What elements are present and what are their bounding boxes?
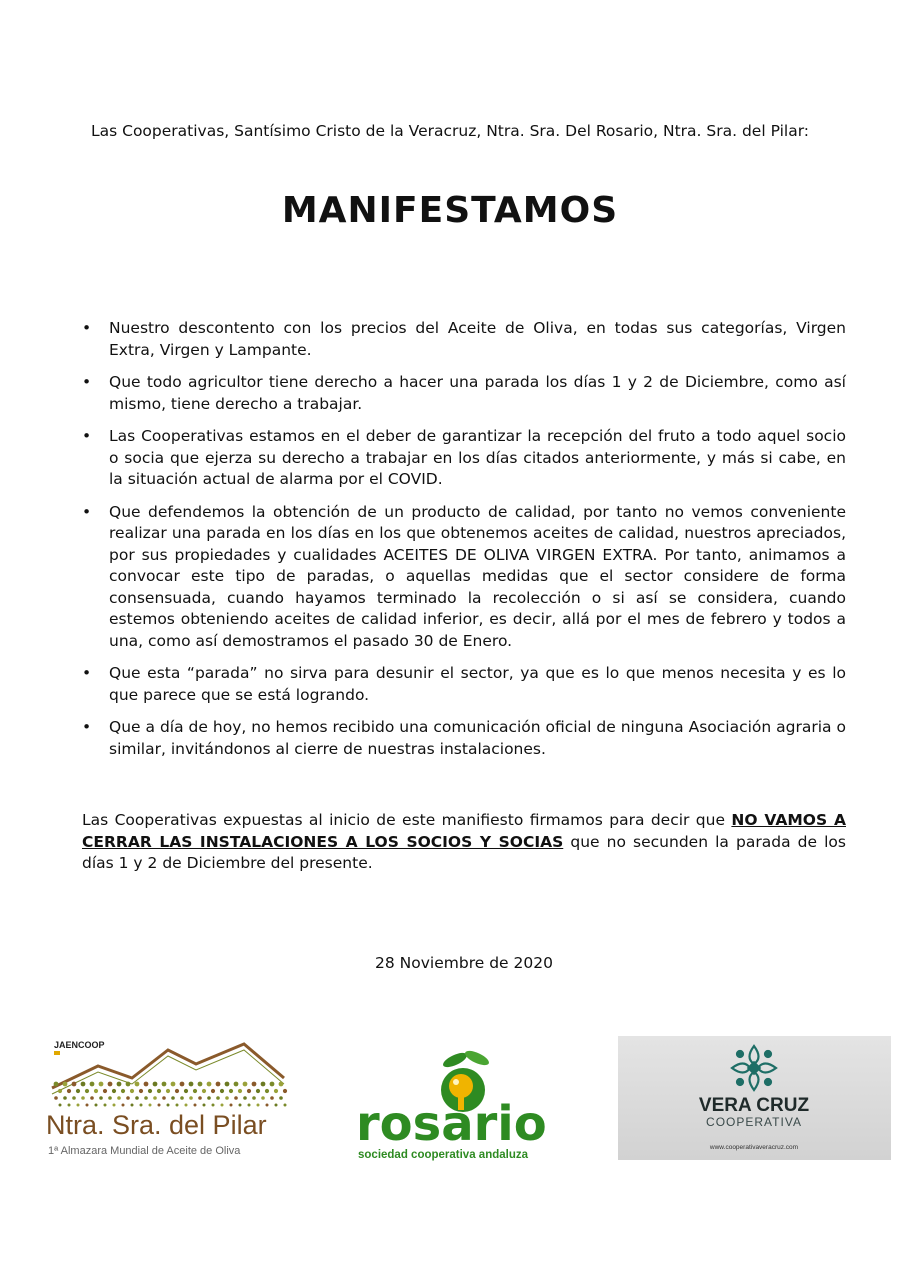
olive-dot [185, 1104, 188, 1107]
olive-dot [126, 1082, 131, 1087]
olive-dot [180, 1096, 184, 1100]
olive-dot [198, 1082, 203, 1087]
olive-dot [135, 1096, 139, 1100]
olive-dot [131, 1104, 134, 1107]
olive-dot [68, 1104, 71, 1107]
olive-dot [175, 1089, 179, 1093]
olive-dot [243, 1096, 247, 1100]
olive-dot [135, 1082, 140, 1087]
olive-dot [230, 1104, 233, 1107]
olive-dot [243, 1082, 248, 1087]
olive-dot [261, 1096, 265, 1100]
olive-dot [220, 1089, 224, 1093]
point-text: Que defendemos la obtención de un producto de calidad, por tanto no vemos conveniente realizar una parada en los días en los que obtenemos aceites de calidad, nuestros apreciados, por sus propiedades y cualidades ACEITES DE OLIVA VIRGEN EXTRA. Por tanto, animamos a convocar este tipo de paradas, o aquellas medidas que el sector considere de forma consensuada, cuando hayamos terminado la recolección o si así se considera, cuando estemos obteniendo aceites de calidad inferior, es decir, allá por el mes de febrero y todos a una, como así demostramos el pasado 30 de Enero. [109, 502, 846, 650]
olive-dot [257, 1104, 260, 1107]
olive-dot [216, 1096, 220, 1100]
olive-dot [158, 1104, 161, 1107]
list-item [82, 502, 846, 653]
olive-dot [203, 1104, 206, 1107]
olive-dot [207, 1082, 212, 1087]
list-item [82, 663, 846, 706]
olive-dot [239, 1104, 242, 1107]
olive-dots-icon [54, 1082, 287, 1107]
bullet-icon: • [82, 319, 92, 337]
olive-dot [180, 1082, 185, 1087]
pilar-badge: JAENCOOP [54, 1040, 105, 1050]
closing-statement [82, 810, 846, 875]
closing-emphasis: NO VAMOS A CERRAR LAS INSTALACIONES A LOS SOCIOS Y SOCIAS [82, 811, 846, 851]
olive-dot [248, 1104, 251, 1107]
olive-dot [144, 1096, 148, 1100]
bullet-icon: • [82, 718, 92, 736]
olive-dot [171, 1082, 176, 1087]
document-date: 28 Noviembre de 2020 [375, 954, 553, 972]
olive-dot [63, 1082, 68, 1087]
olive-dot [126, 1096, 130, 1100]
olive-dot [247, 1089, 251, 1093]
olive-dot [63, 1096, 67, 1100]
veracruz-url: www.cooperativaveracruz.com [709, 1144, 799, 1151]
olive-dot [216, 1082, 221, 1087]
list-item [82, 372, 846, 415]
closing-before: Las Cooperativas expuestas al inicio de este manifiesto firmamos para decir que [82, 811, 732, 829]
olive-dot [266, 1104, 269, 1107]
olive-dot [103, 1089, 107, 1093]
olive-dot [130, 1089, 134, 1093]
olive-dot [104, 1104, 107, 1107]
olive-dot [234, 1082, 239, 1087]
olive-dot [95, 1104, 98, 1107]
olive-dot [72, 1096, 76, 1100]
olive-dot [162, 1096, 166, 1100]
mountain-outline-icon [52, 1044, 284, 1088]
olive-dot [108, 1096, 112, 1100]
veracruz-ornament-icon [732, 1046, 776, 1090]
point-text: Las Cooperativas estamos en el deber de garantizar la recepción del fruto a todo aquel socio o socia que ejerza su derecho a trabajar en los días citados anteriormente, y más si cabe, en la situación actual de alarma por el COVID. [109, 427, 846, 488]
olive-dot [59, 1104, 62, 1107]
olive-dot [225, 1096, 229, 1100]
olive-dot [184, 1089, 188, 1093]
olive-dot [99, 1096, 103, 1100]
olive-dot [252, 1082, 257, 1087]
olive-dot [189, 1082, 194, 1087]
olive-dot [225, 1082, 230, 1087]
olive-dot [265, 1089, 269, 1093]
manifesto-points [82, 318, 846, 771]
veracruz-subtitle: COOPERATIVA [706, 1115, 802, 1129]
olive-dot [157, 1089, 161, 1093]
olive-dot [202, 1089, 206, 1093]
olive-dot [166, 1089, 170, 1093]
olive-dot [81, 1096, 85, 1100]
olive-dot [144, 1082, 149, 1087]
veracruz-mark [618, 1036, 891, 1160]
olive-dot [176, 1104, 179, 1107]
olive-dot [90, 1082, 95, 1087]
olive-dot [139, 1089, 143, 1093]
olive-dot [86, 1104, 89, 1107]
intro-line: Las Cooperativas, Santísimo Cristo de la Veracruz, Ntra. Sra. Del Rosario, Ntra. Sra. del Pilar: [90, 122, 810, 140]
badge-mark-icon [54, 1051, 60, 1055]
closing-after: que no secunden la parada de los días 1 y 2 de Diciembre del presente. [82, 832, 846, 872]
olive-dot [77, 1104, 80, 1107]
olive-dot [117, 1096, 121, 1100]
olive-dot [270, 1082, 275, 1087]
olive-dot [252, 1096, 256, 1100]
bullet-icon: • [82, 664, 92, 682]
list-item [82, 318, 846, 361]
rosario-tagline: sociedad cooperativa andaluza [358, 1149, 529, 1161]
olive-dot [212, 1104, 215, 1107]
olive-dot [148, 1089, 152, 1093]
olive-dot [261, 1082, 266, 1087]
olive-dot [140, 1104, 143, 1107]
olive-dot [117, 1082, 122, 1087]
olive-dot [85, 1089, 89, 1093]
olive-dot [54, 1096, 58, 1100]
olive-dot [221, 1104, 224, 1107]
olive-dot [90, 1096, 94, 1100]
bullet-icon: • [82, 373, 92, 391]
olive-dot [238, 1089, 242, 1093]
veracruz-logo [618, 1036, 891, 1160]
olive-dot [274, 1089, 278, 1093]
point-text: Que todo agricultor tiene derecho a hacer una parada los días 1 y 2 de Diciembre, como así mismo, tiene derecho a trabajar. [109, 373, 846, 413]
olive-dot [58, 1089, 62, 1093]
olive-dot [279, 1096, 283, 1100]
olive-dot [108, 1082, 113, 1087]
rosario-name: rosario [356, 1096, 547, 1152]
olive-dot [279, 1082, 284, 1087]
olive-dot [283, 1089, 287, 1093]
olive-dot [270, 1096, 274, 1100]
point-text: Nuestro descontento con los precios del Aceite de Oliva, en todas sus categorías, Virgen Extra, Virgen y Lampante. [109, 319, 846, 359]
olive-dot [171, 1096, 175, 1100]
olive-dot [76, 1089, 80, 1093]
olive-dot [54, 1082, 59, 1087]
bullet-icon: • [82, 427, 92, 445]
olive-dot [162, 1082, 167, 1087]
olive-dot [113, 1104, 116, 1107]
olive-dot [149, 1104, 152, 1107]
pilar-tagline: 1ª Almazara Mundial de Aceite de Oliva [48, 1145, 241, 1157]
rosario-logo [352, 1046, 576, 1166]
olive-dot [167, 1104, 170, 1107]
olive-dot [198, 1096, 202, 1100]
point-text: Que a día de hoy, no hemos recibido una comunicación oficial de ninguna Asociación agraria o similar, invitándonos al cierre de nuestras instalaciones. [109, 718, 846, 758]
olive-dot [153, 1082, 158, 1087]
olive-dot [193, 1089, 197, 1093]
olive-dot [275, 1104, 278, 1107]
olive-dot [211, 1089, 215, 1093]
olive-dot [153, 1096, 157, 1100]
page-title: MANIFESTAMOS [281, 190, 619, 231]
point-text: Que esta “parada” no sirva para desunir el sector, ya que es lo que menos necesita y es lo que parece que se está logrando. [109, 664, 846, 704]
olive-dot [229, 1089, 233, 1093]
pilar-name: Ntra. Sra. del Pilar [46, 1110, 267, 1140]
list-item [82, 717, 846, 760]
olive-dot [189, 1096, 193, 1100]
olive-dot [121, 1089, 125, 1093]
bullet-icon: • [82, 502, 92, 521]
pilar-logo [46, 1036, 296, 1166]
olive-dot [94, 1089, 98, 1093]
olive-dot [72, 1082, 77, 1087]
olive-dot [256, 1089, 260, 1093]
olive-dot [122, 1104, 125, 1107]
olive-dot [234, 1096, 238, 1100]
olive-dot [67, 1089, 71, 1093]
olive-dot [99, 1082, 104, 1087]
list-item [82, 426, 846, 491]
olive-dot [284, 1104, 287, 1107]
olive-dot [81, 1082, 86, 1087]
olive-dot [194, 1104, 197, 1107]
olive-dot [112, 1089, 116, 1093]
veracruz-name: VERA CRUZ [698, 1095, 810, 1116]
olive-dot [207, 1096, 211, 1100]
